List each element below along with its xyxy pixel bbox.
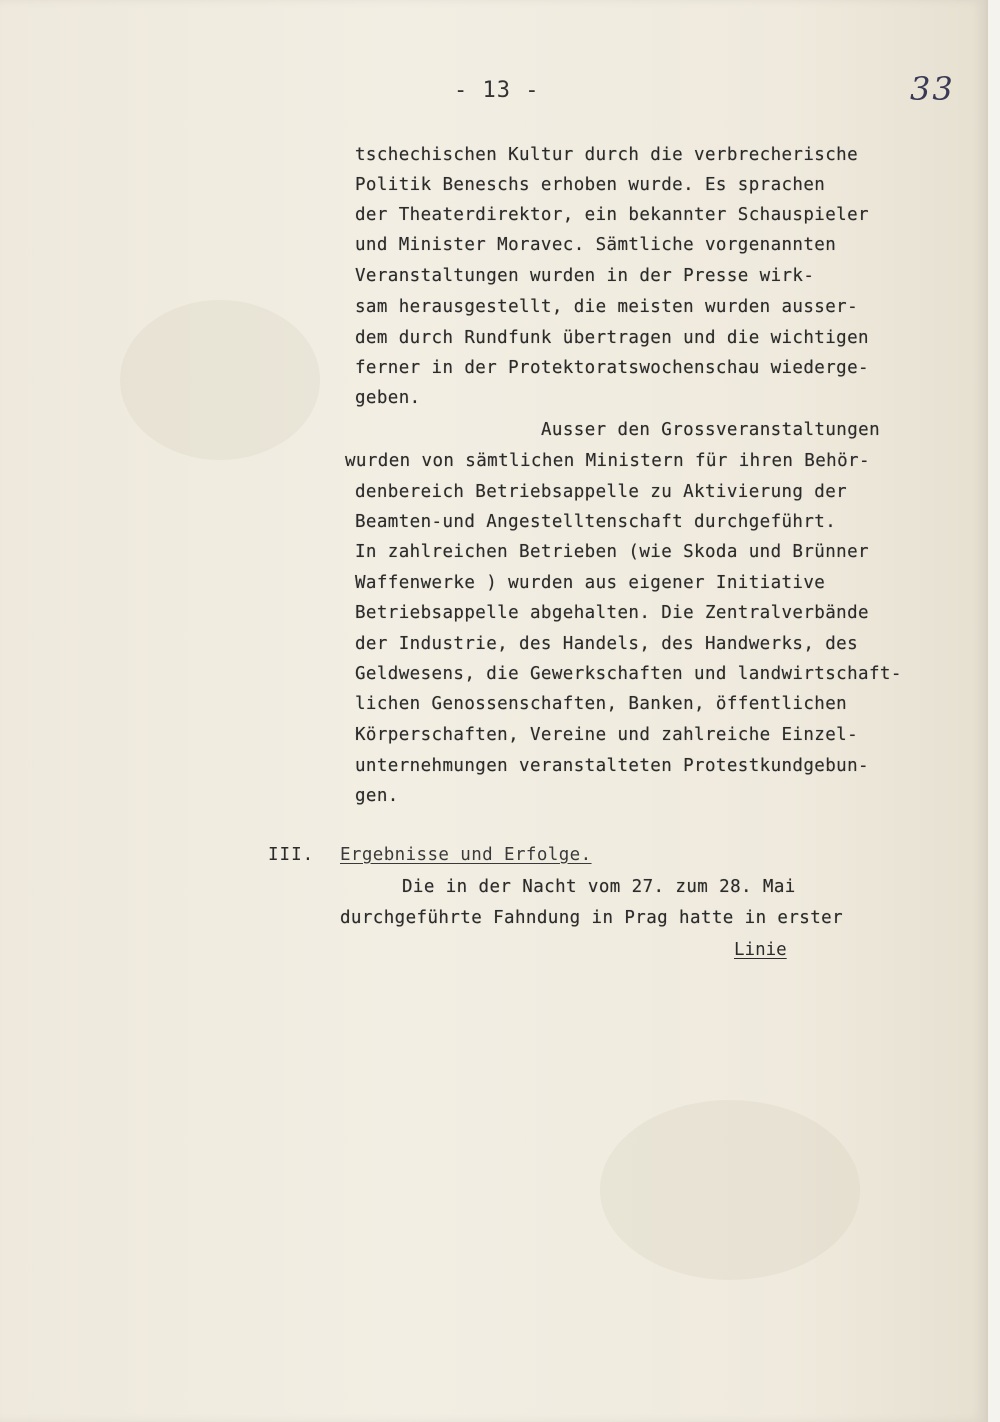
section-text-line: Die in der Nacht vom 27. zum 28. Mai — [402, 877, 796, 897]
text-line: Veranstaltungen wurden in der Presse wirk- — [355, 266, 815, 286]
text-line: unternehmungen veranstalteten Protestkundgebun- — [355, 756, 869, 776]
text-line: ferner in der Protektoratswochenschau wiederge- — [355, 358, 869, 378]
text-line: geben. — [355, 388, 421, 408]
text-line: lichen Genossenschaften, Banken, öffentlichen — [355, 694, 848, 714]
text-line: Körperschaften, Vereine und zahlreiche Einzel- — [355, 725, 859, 745]
paper-stain — [600, 1100, 860, 1280]
text-line: der Industrie, des Handels, des Handwerks, des — [355, 634, 859, 654]
text-line: denbereich Betriebsappelle zu Aktivierung der — [355, 482, 848, 502]
text-line: dem durch Rundfunk übertragen und die wichtigen — [355, 328, 869, 348]
section-number: III. — [268, 845, 315, 865]
folio-number: 33 — [910, 70, 955, 108]
section-text-line: durchgeführte Fahndung in Prag hatte in erster — [340, 908, 844, 928]
catchword: Linie — [734, 940, 787, 960]
text-line: sam herausgestellt, die meisten wurden ausser- — [355, 297, 859, 317]
text-line: In zahlreichen Betrieben (wie Skoda und Brünner — [355, 542, 869, 562]
text-line: Waffenwerke ) wurden aus eigener Initiative — [355, 573, 826, 593]
paper-stain — [120, 300, 320, 460]
text-line: Ausser den Grossveranstaltungen — [541, 420, 881, 440]
text-line: wurden von sämtlichen Ministern für ihren Behör- — [345, 451, 870, 471]
text-line: Betriebsappelle abgehalten. Die Zentralverbände — [355, 603, 869, 623]
section-heading: Ergebnisse und Erfolge. — [340, 845, 592, 865]
text-line: Beamten-und Angestelltenschaft durchgeführt. — [355, 512, 837, 532]
text-line: der Theaterdirektor, ein bekannter Schauspieler — [355, 205, 869, 225]
text-line: tschechischen Kultur durch die verbrecherische — [355, 145, 859, 165]
page-edge — [988, 0, 1000, 1422]
text-line: Politik Beneschs erhoben wurde. Es sprachen — [355, 175, 826, 195]
text-line: und Minister Moravec. Sämtliche vorgenannten — [355, 235, 837, 255]
text-line: gen. — [355, 786, 399, 806]
page-number: - 13 - — [454, 78, 540, 103]
text-line: Geldwesens, die Gewerkschaften und landwirtschaft- — [355, 664, 902, 684]
